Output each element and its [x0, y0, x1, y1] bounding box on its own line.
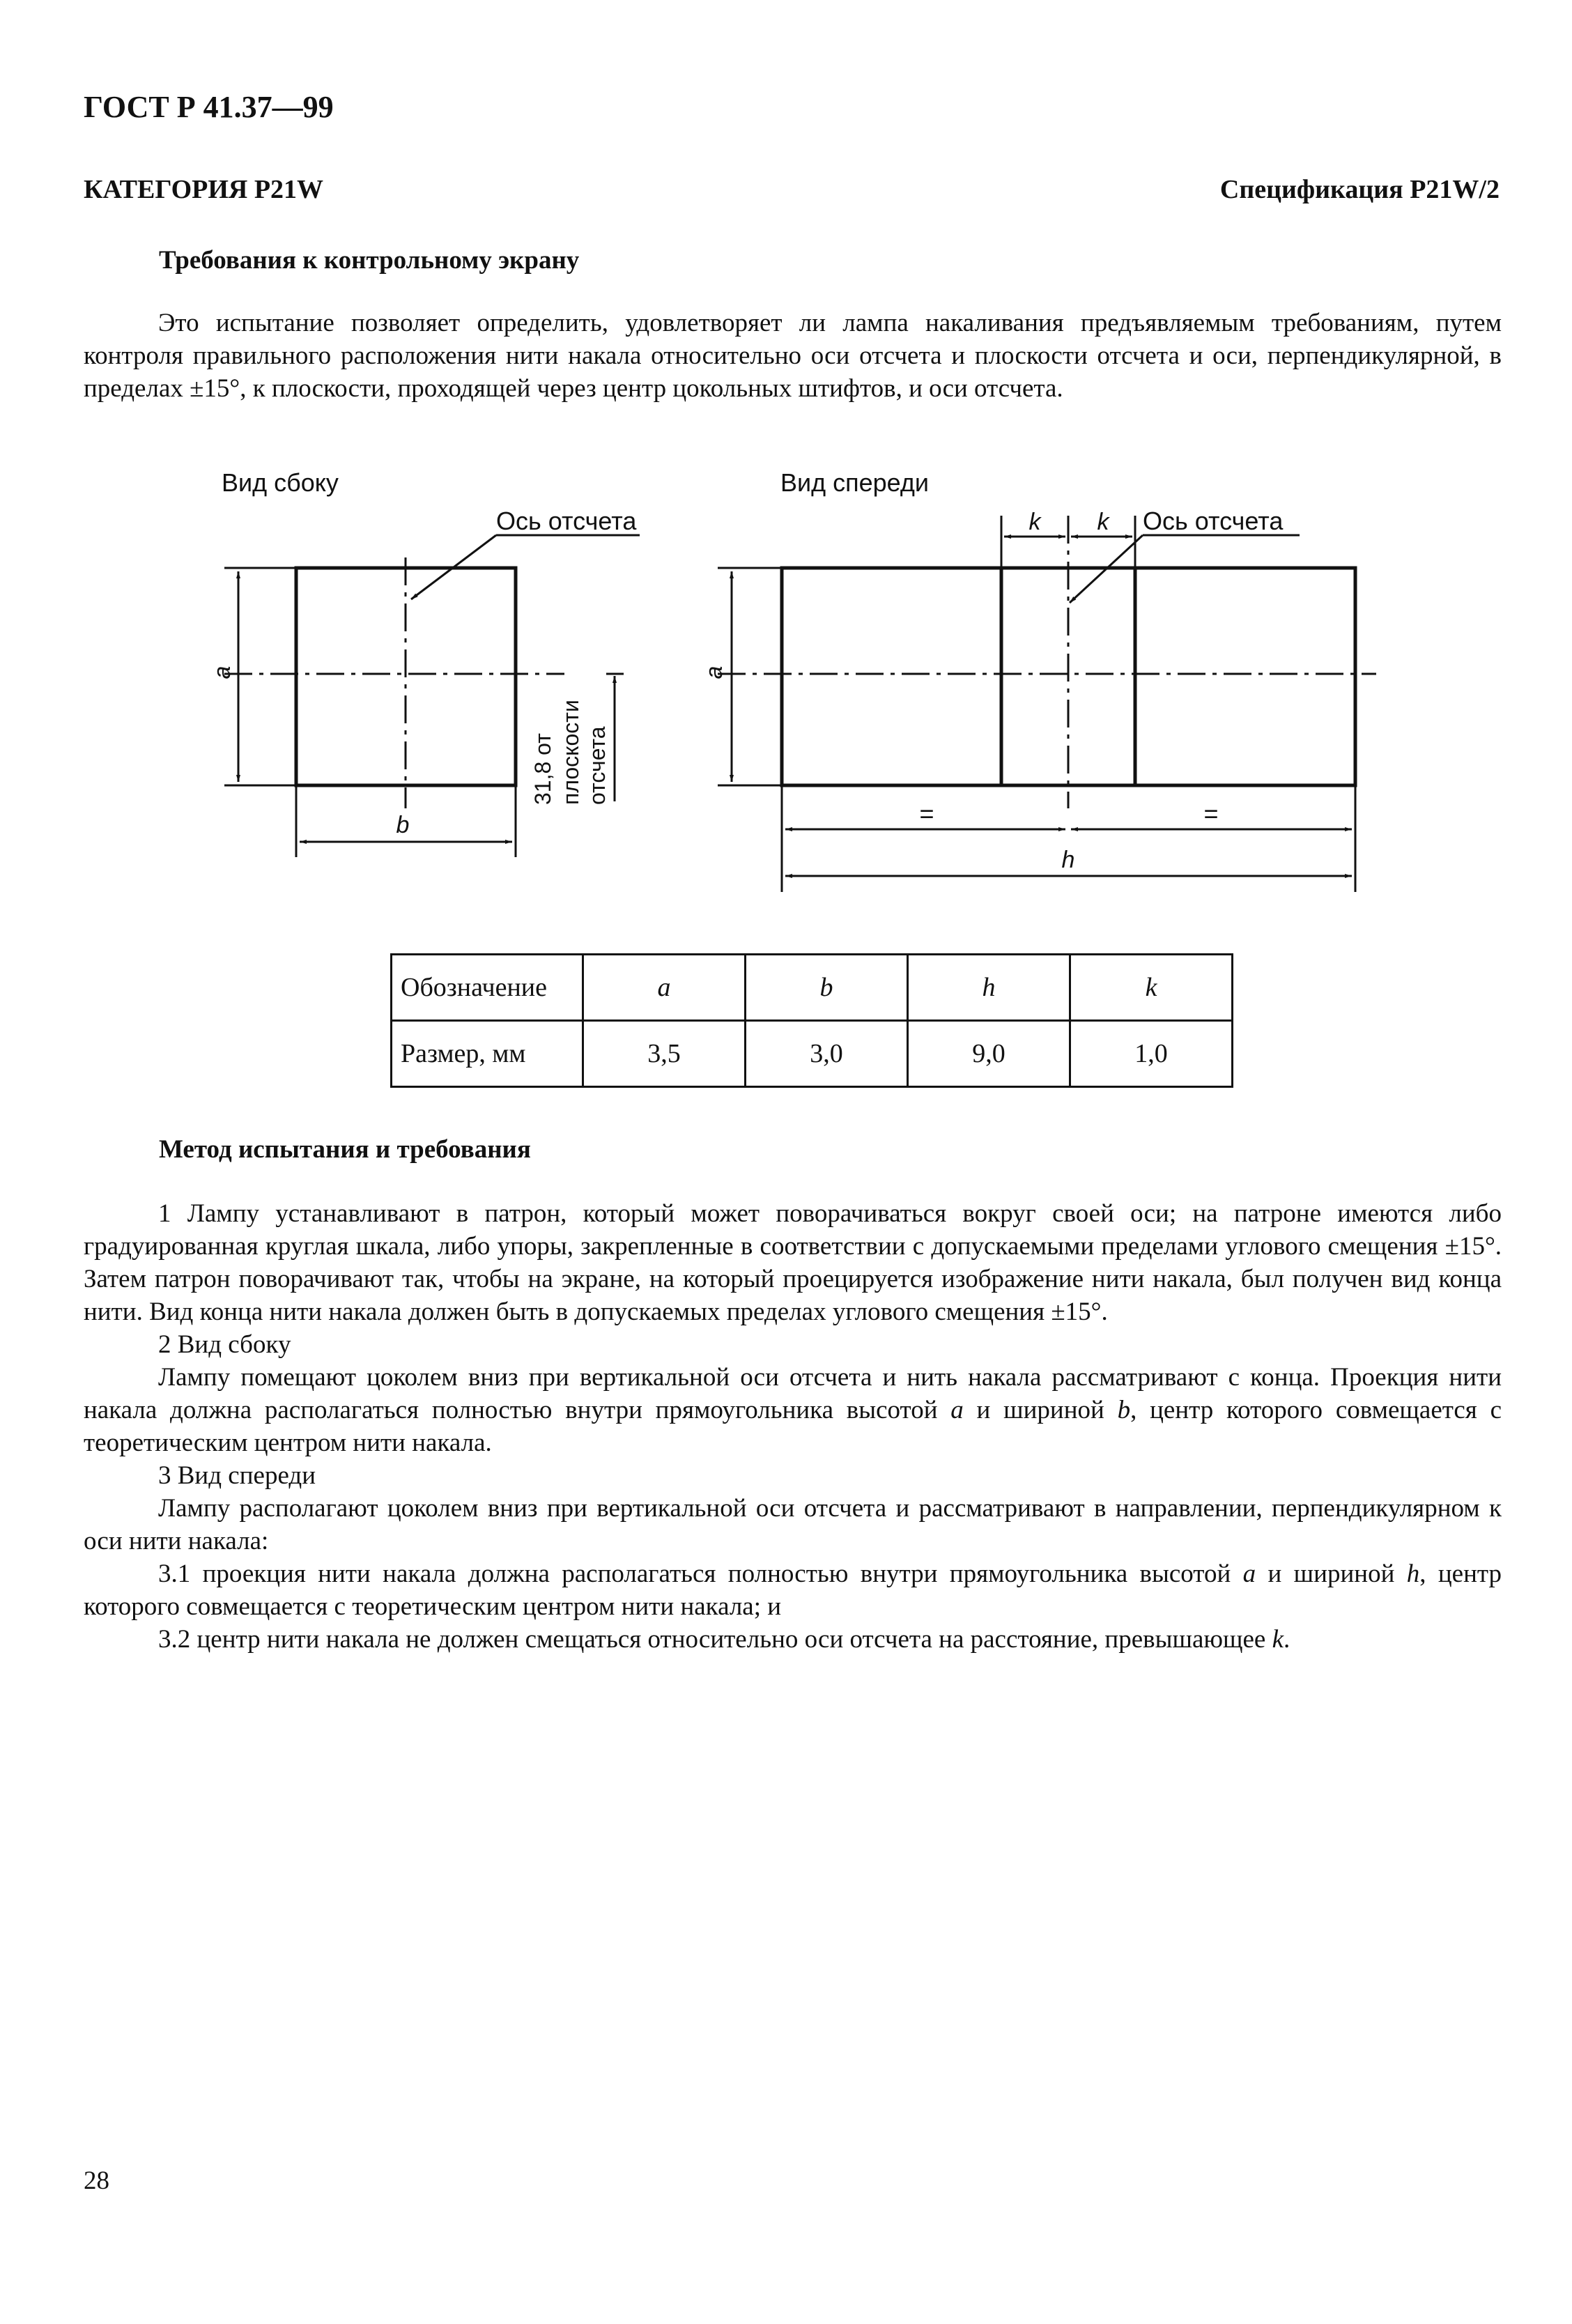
screen-requirements-paragraph: Это испытание позволяет определить, удовлетворяет ли лампа накаливания предъявляемым требованиям, путем контроля правильного расположения нити накала относительно оси отсчета и плоскости отсчета и оси, перпендикулярной, в пределах ±15°, к плоскости, проходящей через центр цокольных штифтов, и оси отсчета. — [84, 309, 1502, 403]
text-run: Лампу помещают цоколем вниз при вертикальной оси отсчета и нить накала рассматривают с конца. Проекция нити накала должна располагаться полностью внутри прямоугольника высотой — [84, 1363, 1502, 1424]
symbol-a: a — [1242, 1560, 1256, 1588]
text-run: , центр которого совмещается с теоретическим центром нити накала. — [84, 1396, 1502, 1457]
table-cell: 1,0 — [1070, 1021, 1233, 1087]
table-cell: b — [746, 955, 908, 1021]
text-run: . — [1284, 1625, 1290, 1654]
plane-note-line1: 31,8 от — [530, 733, 555, 805]
table-row — [392, 1021, 1233, 1087]
table-row — [392, 955, 1233, 1021]
k-right-label: k — [1097, 509, 1109, 535]
specification-title: Спецификация P21W/2 — [1219, 175, 1500, 204]
page-number: 28 — [84, 2167, 109, 2195]
symbol-b: b — [1117, 1396, 1131, 1424]
text-run: и шириной — [1256, 1560, 1407, 1588]
equal-left-label: = — [919, 799, 934, 828]
text-run: , центр которого совмещается с теоретическим центром нити накала; и — [84, 1560, 1502, 1621]
symbol-k: k — [1272, 1625, 1284, 1654]
plane-note-line3: отсчета — [585, 726, 610, 805]
method-paragraph-3: Лампу располагают цоколем вниз при вертикальной оси отсчета и рассматривают в направлении, перпендикулярном к оси нити накала: — [84, 1494, 1502, 1555]
text-run: и шириной — [963, 1396, 1118, 1424]
k-left-label: k — [1028, 509, 1041, 535]
method-paragraph-3-2 — [84, 1623, 1502, 1656]
table-cell: k — [1070, 955, 1233, 1021]
front-a-label: a — [701, 665, 727, 679]
table-cell: h — [908, 955, 1070, 1021]
table-cell: 9,0 — [908, 1021, 1070, 1087]
table-row-header: Размер, мм — [392, 1021, 583, 1087]
table-cell: a — [583, 955, 746, 1021]
text-run: 3.2 центр нити накала не должен смещаться относительно оси отсчета на расстояние, превышающее — [158, 1625, 1272, 1654]
h-label: h — [1061, 847, 1075, 873]
text-run: 3.1 проекция нити накала должна располагаться полностью внутри прямоугольника высотой — [158, 1560, 1243, 1588]
side-b-label: b — [396, 812, 410, 838]
symbol-a: a — [950, 1396, 964, 1424]
method-paragraph-2 — [84, 1361, 1502, 1459]
screen-requirements-heading: Требования к контрольному экрану — [159, 246, 580, 275]
method-heading: Метод испытания и требования — [159, 1135, 531, 1164]
side-a-label: a — [209, 665, 236, 679]
symbol-h: h — [1406, 1560, 1420, 1588]
table-row-header: Обозначение — [392, 955, 583, 1021]
method-item-2-title: 2 Вид сбоку — [158, 1330, 291, 1359]
front-axis-label: Ось отсчета — [1143, 507, 1284, 535]
equal-right-label: = — [1203, 799, 1219, 828]
method-paragraph-1: 1 Лампу устанавливают в патрон, который может поворачиваться вокруг своей оси; на патроне имеются либо градуированная круглая шкала, либо упоры, закрепленные в соответствии с допускаемыми пределами углового смещения ±15°. Затем патрон поворачивают так, чтобы на экране, на который проецируется изображение нити накала, был получен вид конца нити. Вид конца нити накала должен быть в допускаемых пределах углового смещения ±15°. — [84, 1199, 1502, 1326]
category-title: КАТЕГОРИЯ P21W — [84, 175, 324, 204]
document-code: ГОСТ Р 41.37—99 — [84, 90, 334, 124]
table-cell: 3,5 — [583, 1021, 746, 1087]
table-cell: 3,0 — [746, 1021, 908, 1087]
filament-diagram — [0, 460, 1572, 920]
side-axis-label: Ось отсчета — [496, 507, 637, 535]
method-body — [84, 1197, 1502, 1656]
front-view-title: Вид спереди — [780, 468, 930, 497]
plane-note-line2: плоскости — [558, 700, 583, 805]
side-view-title: Вид сбоку — [222, 468, 339, 497]
method-paragraph-3-1 — [84, 1557, 1502, 1623]
dimensions-table — [390, 953, 1233, 1088]
method-item-3-title: 3 Вид спереди — [158, 1461, 316, 1490]
